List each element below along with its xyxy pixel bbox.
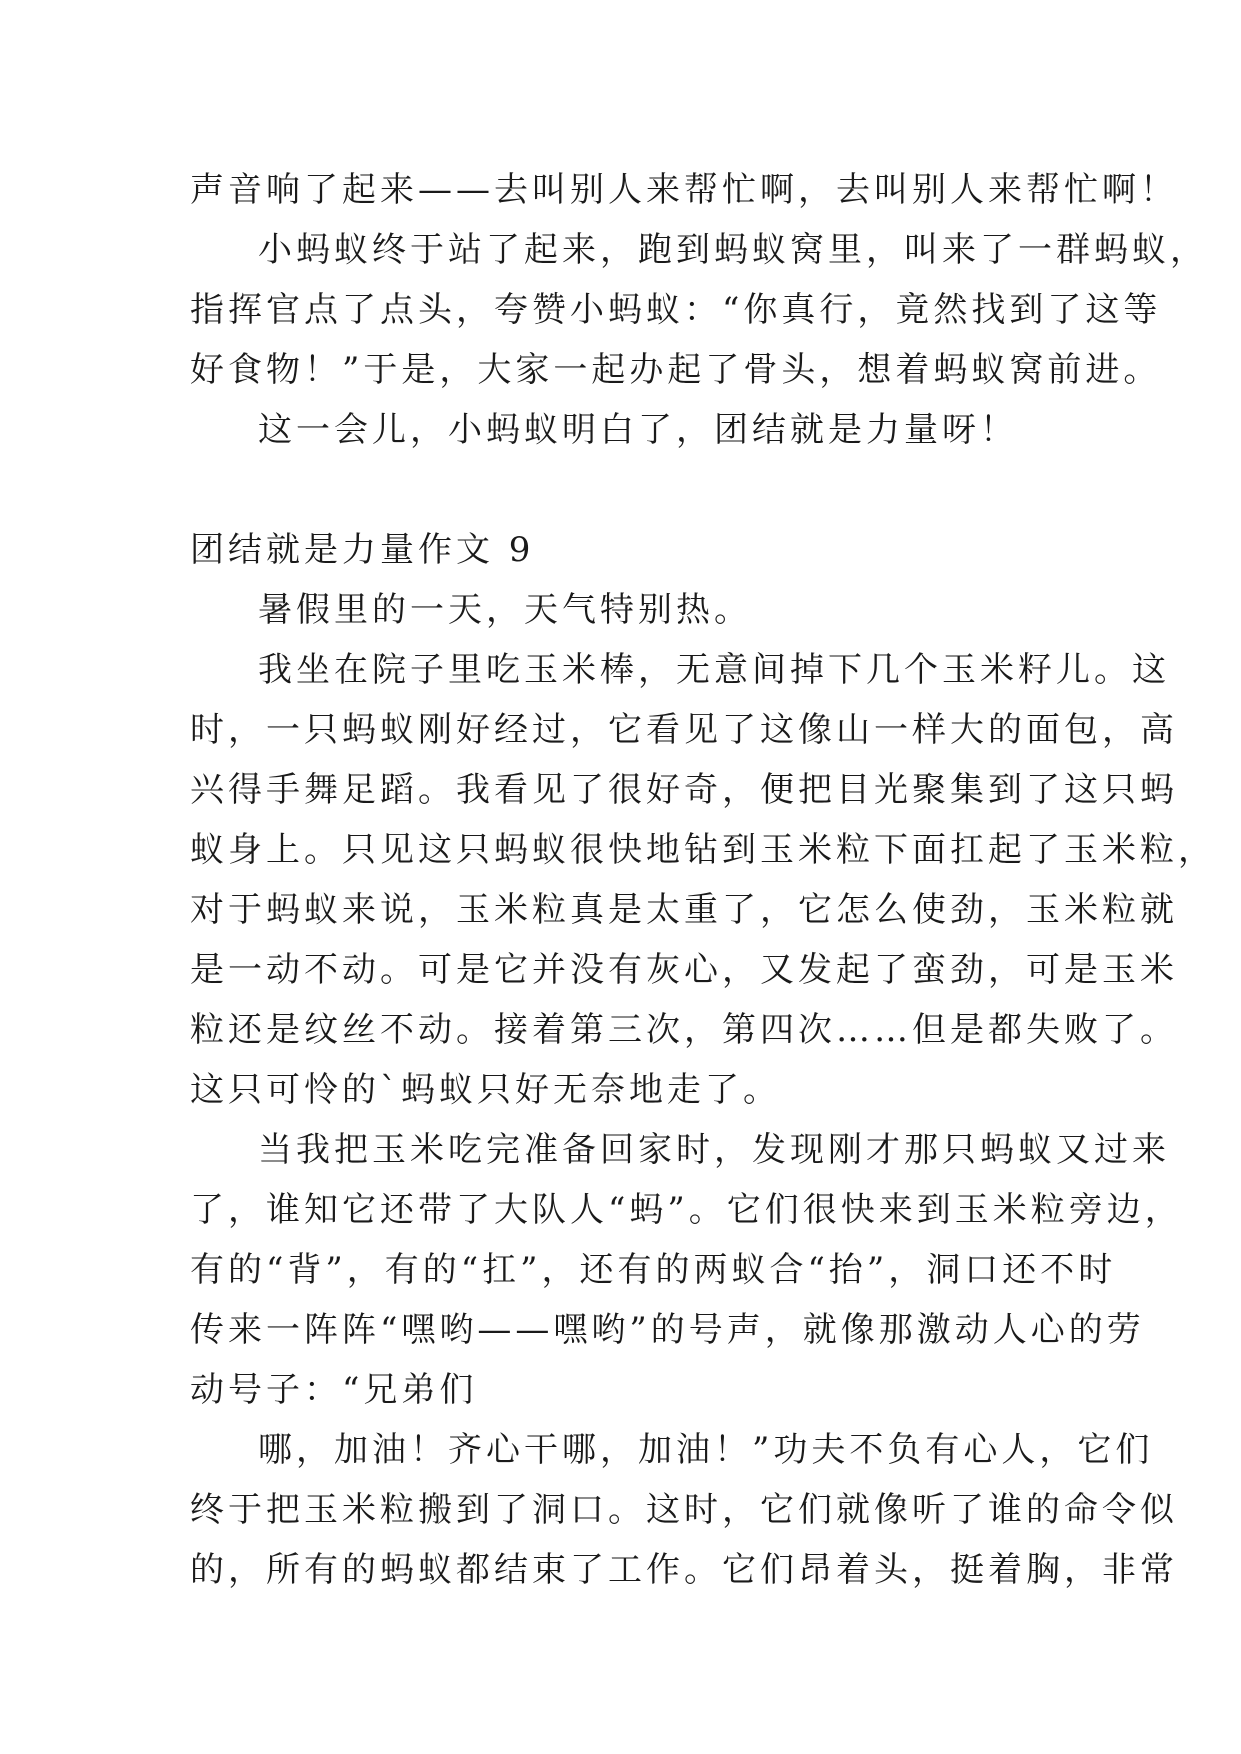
text-line: 好食物！”于是，大家一起办起了骨头，想着蚂蚁窝前进。 [190, 350, 1162, 390]
text-line: 粒还是纹丝不动。接着第三次，第四次……但是都失败了。 [190, 1010, 1178, 1050]
paragraph-block-before [190, 160, 1208, 460]
text-line: 是一动不动。可是它并没有灰心，又发起了蛮劲，可是玉米 [190, 950, 1178, 990]
text-line: 这一会儿，小蚂蚁明白了，团结就是力量呀！ [258, 410, 1018, 450]
text-line: 当我把玉米吃完准备回家时，发现刚才那只蚂蚁又过来 [258, 1130, 1170, 1170]
text-line: 兴得手舞足蹈。我看见了很好奇，便把目光聚集到了这只蚂 [190, 770, 1178, 810]
section-title: 团结就是力量作文 9 [190, 530, 535, 570]
text-line: 对于蚂蚁来说，玉米粒真是太重了，它怎么使劲，玉米粒就 [190, 890, 1178, 930]
text-line: 蚁身上。只见这只蚂蚁很快地钻到玉米粒下面扛起了玉米粒， [190, 830, 1216, 870]
text-line: 小蚂蚁终于站了起来，跑到蚂蚁窝里，叫来了一群蚂蚁， [258, 230, 1208, 270]
text-line: 的，所有的蚂蚁都结束了工作。它们昂着头，挺着胸，非常 [190, 1550, 1178, 1590]
text-line: 终于把玉米粒搬到了洞口。这时，它们就像听了谁的命令似 [190, 1490, 1178, 1530]
text-line: 指挥官点了点头，夸赞小蚂蚁：“你真行，竟然找到了这等 [190, 290, 1162, 330]
text-line: 暑假里的一天，天气特别热。 [258, 590, 752, 630]
document-body [190, 160, 1216, 1600]
text-line: 我坐在院子里吃玉米棒，无意间掉下几个玉米籽儿。这 [258, 650, 1170, 690]
text-line: 传来一阵阵“嘿哟——嘿哟”的号声，就像那激动人心的劳 [190, 1310, 1145, 1350]
text-line: 时，一只蚂蚁刚好经过，它看见了这像山一样大的面包，高 [190, 710, 1178, 750]
text-line: 声音响了起来——去叫别人来帮忙啊，去叫别人来帮忙啊！ [190, 170, 1178, 210]
paragraph-block-after [190, 580, 1216, 1600]
text-line: 了，谁知它还带了大队人“蚂”。它们很快来到玉米粒旁边， [190, 1190, 1183, 1230]
text-line: 这只可怜的`蚂蚁只好无奈地走了。 [190, 1070, 781, 1110]
text-line: 哪，加油！齐心干哪，加油！”功夫不负有心人，它们 [258, 1430, 1154, 1470]
text-line: 有的“背”，有的“扛”，还有的两蚁合“抬”，洞口还不时 [190, 1250, 1117, 1290]
text-line: 动号子：“兄弟们 [190, 1370, 478, 1410]
